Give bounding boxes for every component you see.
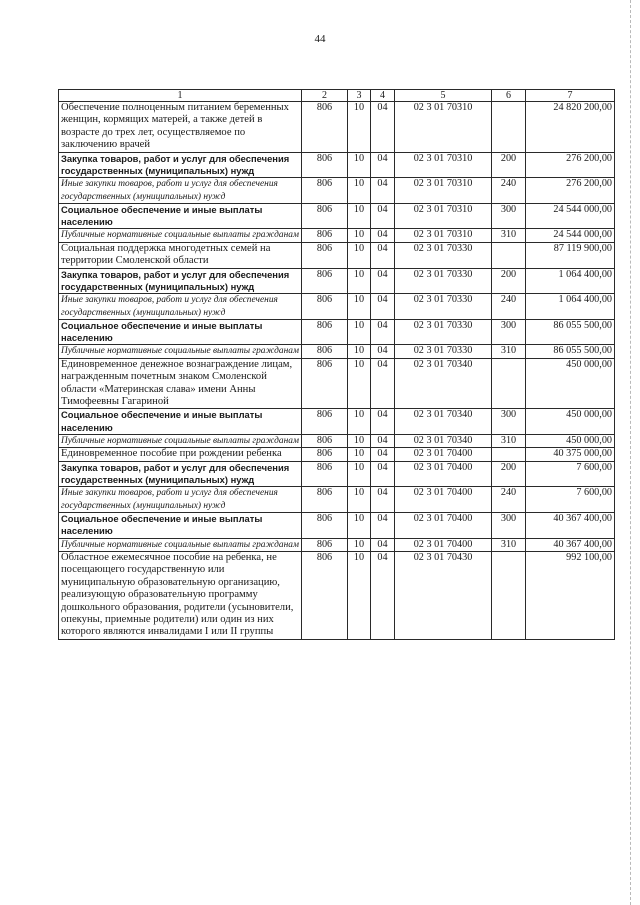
- subsection-code: 04: [371, 268, 395, 294]
- expense-type-code: [492, 242, 526, 268]
- subsection-code: 04: [371, 538, 395, 551]
- expense-type-code: 300: [492, 409, 526, 435]
- target-article-code: 02 3 01 70340: [395, 409, 492, 435]
- ministry-code: 806: [302, 538, 348, 551]
- target-article-code: 02 3 01 70400: [395, 448, 492, 461]
- item-name: Публичные нормативные социальные выплаты гражданам: [59, 345, 302, 358]
- ministry-code: 806: [302, 102, 348, 153]
- section-code: 10: [348, 319, 371, 345]
- expense-type-code: 300: [492, 319, 526, 345]
- target-article-code: 02 3 01 70400: [395, 487, 492, 513]
- item-name: Социальное обеспечение и иные выплаты населению: [59, 203, 302, 229]
- amount: 7 600,00: [526, 487, 615, 513]
- ministry-code: 806: [302, 552, 348, 640]
- subsection-code: 04: [371, 409, 395, 435]
- item-name: Социальное обеспечение и иные выплаты населению: [59, 513, 302, 539]
- table-row: [59, 294, 615, 320]
- subsection-code: 04: [371, 513, 395, 539]
- item-name: Иные закупки товаров, работ и услуг для обеспечения государственных (муниципальных) нужд: [59, 294, 302, 320]
- amount: 1 064 400,00: [526, 294, 615, 320]
- section-code: 10: [348, 461, 371, 487]
- ministry-code: 806: [302, 319, 348, 345]
- table-body: [59, 102, 615, 640]
- table-row: [59, 319, 615, 345]
- table-row: [59, 538, 615, 551]
- expense-type-code: 310: [492, 538, 526, 551]
- table-row: [59, 203, 615, 229]
- table-row: [59, 178, 615, 204]
- section-code: 10: [348, 538, 371, 551]
- ministry-code: 806: [302, 358, 348, 409]
- expense-type-code: 310: [492, 229, 526, 242]
- amount: 86 055 500,00: [526, 345, 615, 358]
- subsection-code: 04: [371, 345, 395, 358]
- section-code: 10: [348, 102, 371, 153]
- expense-type-code: [492, 552, 526, 640]
- subsection-code: 04: [371, 242, 395, 268]
- amount: 992 100,00: [526, 552, 615, 640]
- table-row: [59, 435, 615, 448]
- column-header: 6: [492, 90, 526, 102]
- subsection-code: 04: [371, 178, 395, 204]
- target-article-code: 02 3 01 70310: [395, 102, 492, 153]
- ministry-code: 806: [302, 345, 348, 358]
- ministry-code: 806: [302, 268, 348, 294]
- target-article-code: 02 3 01 70310: [395, 229, 492, 242]
- column-header: 4: [371, 90, 395, 102]
- page-number: 44: [314, 33, 326, 45]
- amount: 87 119 900,00: [526, 242, 615, 268]
- table-row: [59, 242, 615, 268]
- subsection-code: 04: [371, 448, 395, 461]
- section-code: 10: [348, 448, 371, 461]
- amount: 276 200,00: [526, 152, 615, 178]
- section-code: 10: [348, 487, 371, 513]
- amount: 450 000,00: [526, 358, 615, 409]
- expense-type-code: 240: [492, 294, 526, 320]
- item-name: Социальное обеспечение и иные выплаты населению: [59, 319, 302, 345]
- header-row: [59, 90, 615, 102]
- ministry-code: 806: [302, 229, 348, 242]
- table-row: [59, 358, 615, 409]
- item-name: Публичные нормативные социальные выплаты гражданам: [59, 435, 302, 448]
- target-article-code: 02 3 01 70310: [395, 178, 492, 204]
- target-article-code: 02 3 01 70330: [395, 294, 492, 320]
- expense-type-code: [492, 448, 526, 461]
- section-code: 10: [348, 294, 371, 320]
- amount: 40 367 400,00: [526, 513, 615, 539]
- item-name: Социальная поддержка многодетных семей на территории Смоленской области: [59, 242, 302, 268]
- table-row: [59, 152, 615, 178]
- subsection-code: 04: [371, 294, 395, 320]
- subsection-code: 04: [371, 487, 395, 513]
- section-code: 10: [348, 268, 371, 294]
- subsection-code: 04: [371, 203, 395, 229]
- item-name: Закупка товаров, работ и услуг для обеспечения государственных (муниципальных) нужд: [59, 152, 302, 178]
- section-code: 10: [348, 229, 371, 242]
- budget-table: [58, 89, 615, 640]
- table-row: [59, 409, 615, 435]
- section-code: 10: [348, 345, 371, 358]
- target-article-code: 02 3 01 70310: [395, 203, 492, 229]
- amount: 86 055 500,00: [526, 319, 615, 345]
- expense-type-code: 240: [492, 178, 526, 204]
- subsection-code: 04: [371, 229, 395, 242]
- table-row: [59, 229, 615, 242]
- subsection-code: 04: [371, 358, 395, 409]
- table-row: [59, 448, 615, 461]
- section-code: 10: [348, 152, 371, 178]
- section-code: 10: [348, 552, 371, 640]
- table-row: [59, 102, 615, 153]
- ministry-code: 806: [302, 152, 348, 178]
- ministry-code: 806: [302, 409, 348, 435]
- ministry-code: 806: [302, 448, 348, 461]
- ministry-code: 806: [302, 435, 348, 448]
- expense-type-code: 200: [492, 152, 526, 178]
- section-code: 10: [348, 435, 371, 448]
- target-article-code: 02 3 01 70310: [395, 152, 492, 178]
- subsection-code: 04: [371, 461, 395, 487]
- subsection-code: 04: [371, 435, 395, 448]
- item-name: Единовременное пособие при рождении ребенка: [59, 448, 302, 461]
- item-name: Областное ежемесячное пособие на ребенка, не посещающего государственную или муниципальную образовательную организацию, реализующую образовательную программу дошкольного образования, родители (усыновители, опекуны, приемные родители) или один из них которого являются инвалидами I или II группы: [59, 552, 302, 640]
- expense-type-code: 200: [492, 268, 526, 294]
- item-name: Публичные нормативные социальные выплаты гражданам: [59, 538, 302, 551]
- subsection-code: 04: [371, 152, 395, 178]
- ministry-code: 806: [302, 178, 348, 204]
- ministry-code: 806: [302, 242, 348, 268]
- target-article-code: 02 3 01 70400: [395, 538, 492, 551]
- amount: 40 367 400,00: [526, 538, 615, 551]
- expense-type-code: [492, 102, 526, 153]
- target-article-code: 02 3 01 70340: [395, 435, 492, 448]
- table-row: [59, 345, 615, 358]
- target-article-code: 02 3 01 70330: [395, 345, 492, 358]
- amount: 1 064 400,00: [526, 268, 615, 294]
- ministry-code: 806: [302, 294, 348, 320]
- item-name: Единовременное денежное вознаграждение лицам, награжденным почетным знаком Смоленской области «Материнская слава» имени Анны Тимофеевны Гагариной: [59, 358, 302, 409]
- section-code: 10: [348, 513, 371, 539]
- target-article-code: 02 3 01 70330: [395, 268, 492, 294]
- item-name: Закупка товаров, работ и услуг для обеспечения государственных (муниципальных) нужд: [59, 268, 302, 294]
- ministry-code: 806: [302, 487, 348, 513]
- column-header: 2: [302, 90, 348, 102]
- expense-type-code: 310: [492, 435, 526, 448]
- target-article-code: 02 3 01 70430: [395, 552, 492, 640]
- expense-type-code: 300: [492, 203, 526, 229]
- amount: 450 000,00: [526, 435, 615, 448]
- subsection-code: 04: [371, 319, 395, 345]
- section-code: 10: [348, 178, 371, 204]
- amount: 276 200,00: [526, 178, 615, 204]
- expense-type-code: 240: [492, 487, 526, 513]
- section-code: 10: [348, 242, 371, 268]
- item-name: Закупка товаров, работ и услуг для обеспечения государственных (муниципальных) нужд: [59, 461, 302, 487]
- target-article-code: 02 3 01 70330: [395, 319, 492, 345]
- ministry-code: 806: [302, 203, 348, 229]
- item-name: Иные закупки товаров, работ и услуг для обеспечения государственных (муниципальных) нужд: [59, 487, 302, 513]
- scan-margin-line: [630, 0, 631, 905]
- table-row: [59, 513, 615, 539]
- item-name: Обеспечение полноценным питанием беременных женщин, кормящих матерей, а также детей в возрасте до трех лет, осуществляемое по заключению врачей: [59, 102, 302, 153]
- subsection-code: 04: [371, 102, 395, 153]
- section-code: 10: [348, 358, 371, 409]
- amount: 40 375 000,00: [526, 448, 615, 461]
- expense-type-code: 200: [492, 461, 526, 487]
- expense-type-code: [492, 358, 526, 409]
- target-article-code: 02 3 01 70400: [395, 513, 492, 539]
- section-code: 10: [348, 203, 371, 229]
- column-header: 3: [348, 90, 371, 102]
- target-article-code: 02 3 01 70340: [395, 358, 492, 409]
- expense-type-code: 310: [492, 345, 526, 358]
- column-header: 7: [526, 90, 615, 102]
- amount: 450 000,00: [526, 409, 615, 435]
- section-code: 10: [348, 409, 371, 435]
- amount: 24 544 000,00: [526, 203, 615, 229]
- column-header: 1: [59, 90, 302, 102]
- item-name: Социальное обеспечение и иные выплаты населению: [59, 409, 302, 435]
- column-header: 5: [395, 90, 492, 102]
- ministry-code: 806: [302, 461, 348, 487]
- target-article-code: 02 3 01 70330: [395, 242, 492, 268]
- table-row: [59, 461, 615, 487]
- table-row: [59, 268, 615, 294]
- amount: 24 820 200,00: [526, 102, 615, 153]
- table-row: [59, 552, 615, 640]
- expense-type-code: 300: [492, 513, 526, 539]
- table-row: [59, 487, 615, 513]
- amount: 24 544 000,00: [526, 229, 615, 242]
- item-name: Публичные нормативные социальные выплаты гражданам: [59, 229, 302, 242]
- amount: 7 600,00: [526, 461, 615, 487]
- ministry-code: 806: [302, 513, 348, 539]
- subsection-code: 04: [371, 552, 395, 640]
- target-article-code: 02 3 01 70400: [395, 461, 492, 487]
- item-name: Иные закупки товаров, работ и услуг для обеспечения государственных (муниципальных) нужд: [59, 178, 302, 204]
